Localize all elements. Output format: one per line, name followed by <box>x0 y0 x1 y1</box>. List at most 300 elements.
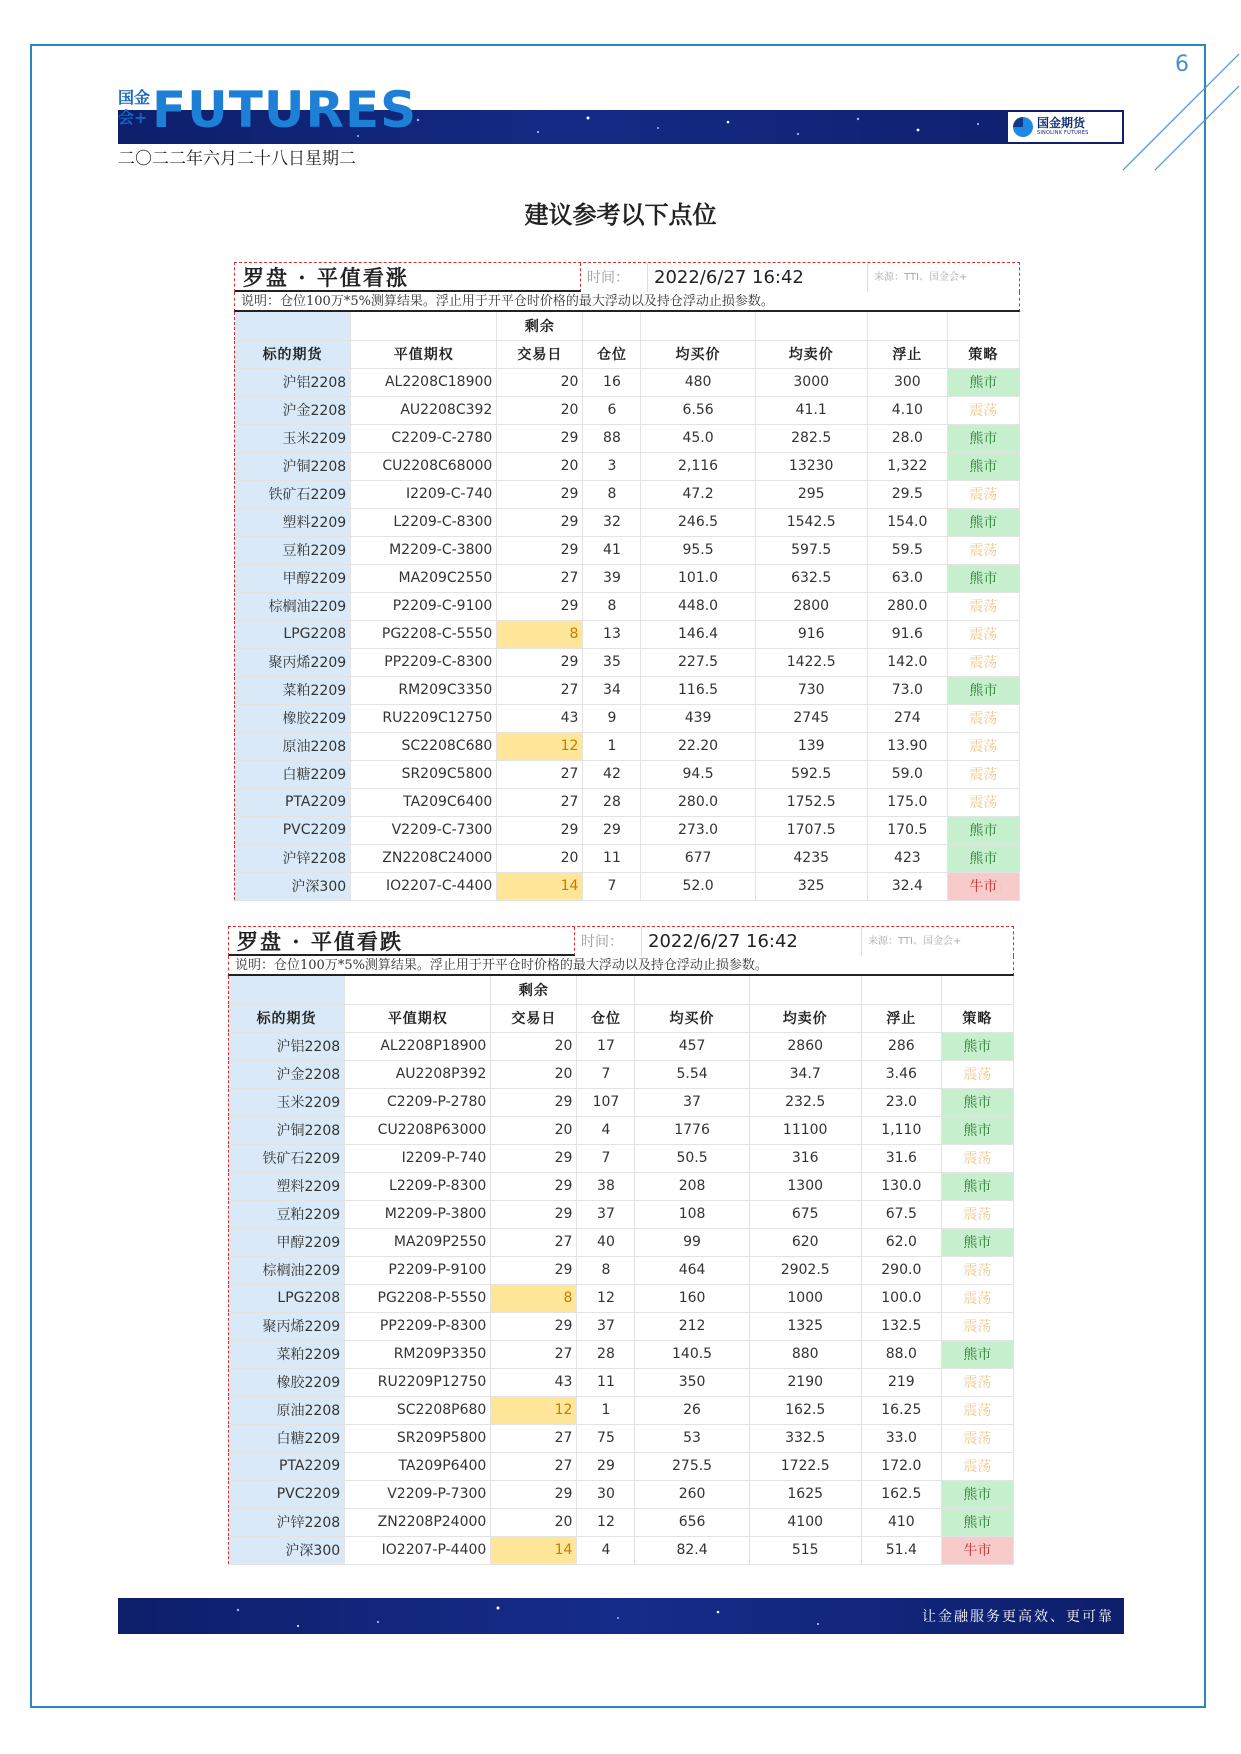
position-cell: 7 <box>577 1144 635 1172</box>
table-row <box>229 1256 1014 1284</box>
strategy-cell: 熊市 <box>947 368 1019 396</box>
stop-cell: 23.0 <box>861 1088 941 1116</box>
future-cell: 沪铝2208 <box>235 368 351 396</box>
stop-cell: 410 <box>861 1508 941 1536</box>
sell-price-cell: 2190 <box>749 1368 861 1396</box>
option-cell: PG2208-P-5550 <box>345 1284 491 1312</box>
strategy-cell: 熊市 <box>941 1340 1013 1368</box>
sell-price-cell: 232.5 <box>749 1088 861 1116</box>
option-cell: PG2208-C-5550 <box>351 620 497 648</box>
sell-price-cell: 515 <box>749 1536 861 1564</box>
future-cell: 橡胶2209 <box>235 704 351 732</box>
option-cell: M2209-C-3800 <box>351 536 497 564</box>
buy-price-cell: 5.54 <box>635 1060 749 1088</box>
strategy-cell: 牛市 <box>941 1536 1013 1564</box>
option-cell: SR209C5800 <box>351 760 497 788</box>
strategy-cell: 熊市 <box>941 1228 1013 1256</box>
buy-price-cell: 95.5 <box>641 536 755 564</box>
table-row <box>235 508 1020 536</box>
sell-price-cell: 632.5 <box>755 564 867 592</box>
buy-price-cell: 101.0 <box>641 564 755 592</box>
col-remaining: 剩余 <box>497 312 583 340</box>
strategy-cell: 熊市 <box>947 564 1019 592</box>
col-days: 交易日 <box>491 1004 577 1032</box>
stop-cell: 274 <box>867 704 947 732</box>
sell-price-cell: 1542.5 <box>755 508 867 536</box>
stop-cell: 154.0 <box>867 508 947 536</box>
table-row <box>235 732 1020 760</box>
position-cell: 38 <box>577 1172 635 1200</box>
stop-cell: 91.6 <box>867 620 947 648</box>
sell-price-cell: 675 <box>749 1200 861 1228</box>
stop-cell: 73.0 <box>867 676 947 704</box>
position-cell: 3 <box>583 452 641 480</box>
stop-cell: 1,110 <box>861 1116 941 1144</box>
brand-futures: FUTURES <box>152 81 418 139</box>
buy-price-cell: 26 <box>635 1396 749 1424</box>
col-strategy: 策略 <box>947 340 1019 368</box>
table-note: 说明：仓位100万*5%测算结果。浮止用于开平仓时价格的最大浮动以及持仓浮动止损参数。 <box>234 292 1020 312</box>
table-row <box>235 788 1020 816</box>
strategy-cell: 震荡 <box>941 1396 1013 1424</box>
stop-cell: 31.6 <box>861 1144 941 1172</box>
table-row <box>235 536 1020 564</box>
days-cell: 29 <box>497 648 583 676</box>
stop-cell: 33.0 <box>861 1424 941 1452</box>
days-cell: 43 <box>491 1368 577 1396</box>
buy-price-cell: 448.0 <box>641 592 755 620</box>
col-sell: 均卖价 <box>755 340 867 368</box>
data-table <box>228 976 1014 1565</box>
days-cell: 20 <box>491 1032 577 1060</box>
buy-price-cell: 2,116 <box>641 452 755 480</box>
strategy-cell: 熊市 <box>947 676 1019 704</box>
option-cell: RM209C3350 <box>351 676 497 704</box>
position-cell: 29 <box>583 816 641 844</box>
future-cell: 沪锌2208 <box>229 1508 345 1536</box>
days-cell: 29 <box>491 1088 577 1116</box>
table-note: 说明：仓位100万*5%测算结果。浮止用于开平仓时价格的最大浮动以及持仓浮动止损参数。 <box>228 956 1014 976</box>
days-cell: 29 <box>491 1312 577 1340</box>
call-table <box>234 262 1020 901</box>
sell-price-cell: 139 <box>755 732 867 760</box>
table-row <box>229 1312 1014 1340</box>
strategy-cell: 熊市 <box>941 1116 1013 1144</box>
buy-price-cell: 22.20 <box>641 732 755 760</box>
buy-price-cell: 116.5 <box>641 676 755 704</box>
future-cell: 聚丙烯2209 <box>229 1312 345 1340</box>
position-cell: 107 <box>577 1088 635 1116</box>
future-cell: 豆粕2209 <box>229 1200 345 1228</box>
option-cell: I2209-P-740 <box>345 1144 491 1172</box>
days-cell: 12 <box>497 732 583 760</box>
sell-price-cell: 34.7 <box>749 1060 861 1088</box>
future-cell: 沪铜2208 <box>235 452 351 480</box>
stop-cell: 162.5 <box>861 1480 941 1508</box>
days-cell: 20 <box>497 368 583 396</box>
sell-price-cell: 282.5 <box>755 424 867 452</box>
table-row <box>235 424 1020 452</box>
company-logo <box>1008 112 1122 142</box>
days-cell: 20 <box>497 844 583 872</box>
position-cell: 7 <box>583 872 641 900</box>
table-row <box>235 704 1020 732</box>
stop-cell: 142.0 <box>867 648 947 676</box>
days-cell: 20 <box>491 1060 577 1088</box>
section-title: 建议参考以下点位 <box>524 200 717 229</box>
future-cell: 白糖2209 <box>235 760 351 788</box>
table-row <box>235 396 1020 424</box>
strategy-cell: 震荡 <box>941 1256 1013 1284</box>
position-cell: 6 <box>583 396 641 424</box>
stop-cell: 67.5 <box>861 1200 941 1228</box>
position-cell: 9 <box>583 704 641 732</box>
future-cell: PVC2209 <box>235 816 351 844</box>
days-cell: 27 <box>497 564 583 592</box>
col-sell: 均卖价 <box>749 1004 861 1032</box>
col-position: 仓位 <box>583 340 641 368</box>
future-cell: PVC2209 <box>229 1480 345 1508</box>
table-row <box>229 1536 1014 1564</box>
position-cell: 7 <box>577 1060 635 1088</box>
position-cell: 12 <box>577 1284 635 1312</box>
option-cell: L2209-P-8300 <box>345 1172 491 1200</box>
future-cell: LPG2208 <box>229 1284 345 1312</box>
table-row <box>229 1228 1014 1256</box>
table-row <box>229 1060 1014 1088</box>
position-cell: 34 <box>583 676 641 704</box>
buy-price-cell: 140.5 <box>635 1340 749 1368</box>
stop-cell: 130.0 <box>861 1172 941 1200</box>
table-title: 罗盘 · 平值看跌 <box>229 927 575 956</box>
days-cell: 27 <box>491 1228 577 1256</box>
position-cell: 4 <box>577 1116 635 1144</box>
time-value: 2022/6/27 16:42 <box>647 263 867 292</box>
option-cell: V2209-P-7300 <box>345 1480 491 1508</box>
buy-price-cell: 53 <box>635 1424 749 1452</box>
future-cell: 甲醇2209 <box>229 1228 345 1256</box>
logo-icon <box>1013 117 1033 137</box>
footer-banner <box>118 1598 1124 1634</box>
table-row <box>235 592 1020 620</box>
time-label: 时间： <box>581 934 623 950</box>
future-cell: 沪深300 <box>235 872 351 900</box>
buy-price-cell: 52.0 <box>641 872 755 900</box>
brand-cn: 国金会+ <box>118 88 151 127</box>
strategy-cell: 震荡 <box>947 732 1019 760</box>
days-cell: 27 <box>491 1424 577 1452</box>
strategy-cell: 震荡 <box>947 396 1019 424</box>
option-cell: RU2209C12750 <box>351 704 497 732</box>
sell-price-cell: 1325 <box>749 1312 861 1340</box>
strategy-cell: 熊市 <box>941 1088 1013 1116</box>
future-cell: 铁矿石2209 <box>235 480 351 508</box>
days-cell: 29 <box>491 1144 577 1172</box>
days-cell: 27 <box>491 1340 577 1368</box>
position-cell: 40 <box>577 1228 635 1256</box>
sell-price-cell: 325 <box>755 872 867 900</box>
option-cell: CU2208C68000 <box>351 452 497 480</box>
stop-cell: 290.0 <box>861 1256 941 1284</box>
header-row-1 <box>235 312 1020 340</box>
future-cell: 塑料2209 <box>229 1172 345 1200</box>
future-cell: 沪金2208 <box>235 396 351 424</box>
sell-price-cell: 295 <box>755 480 867 508</box>
report-date: 二〇二二年六月二十八日星期二 <box>118 149 356 169</box>
position-cell: 1 <box>583 732 641 760</box>
days-cell: 20 <box>491 1508 577 1536</box>
sell-price-cell: 4235 <box>755 844 867 872</box>
stop-cell: 423 <box>867 844 947 872</box>
buy-price-cell: 208 <box>635 1172 749 1200</box>
days-cell: 29 <box>491 1480 577 1508</box>
days-cell: 43 <box>497 704 583 732</box>
table-row <box>229 1396 1014 1424</box>
days-cell: 29 <box>491 1256 577 1284</box>
buy-price-cell: 47.2 <box>641 480 755 508</box>
strategy-cell: 震荡 <box>941 1200 1013 1228</box>
option-cell: V2209-C-7300 <box>351 816 497 844</box>
buy-price-cell: 457 <box>635 1032 749 1060</box>
position-cell: 32 <box>583 508 641 536</box>
source-label: 来源：TTI、国金会+ <box>861 927 1013 956</box>
stop-cell: 100.0 <box>861 1284 941 1312</box>
sell-price-cell: 730 <box>755 676 867 704</box>
future-cell: 沪深300 <box>229 1536 345 1564</box>
buy-price-cell: 656 <box>635 1508 749 1536</box>
position-cell: 29 <box>577 1452 635 1480</box>
stop-cell: 16.25 <box>861 1396 941 1424</box>
sell-price-cell: 13230 <box>755 452 867 480</box>
option-cell: SC2208C680 <box>351 732 497 760</box>
future-cell: PTA2209 <box>235 788 351 816</box>
time-label: 时间： <box>587 270 629 286</box>
option-cell: RU2209P12750 <box>345 1368 491 1396</box>
sell-price-cell: 880 <box>749 1340 861 1368</box>
strategy-cell: 熊市 <box>947 452 1019 480</box>
position-cell: 12 <box>577 1508 635 1536</box>
days-cell: 20 <box>497 396 583 424</box>
days-cell: 29 <box>497 508 583 536</box>
future-cell: 豆粕2209 <box>235 536 351 564</box>
days-cell: 29 <box>497 424 583 452</box>
table-row <box>229 1508 1014 1536</box>
position-cell: 28 <box>583 788 641 816</box>
strategy-cell: 震荡 <box>947 760 1019 788</box>
header-row-2 <box>229 1004 1014 1032</box>
table-row <box>229 1340 1014 1368</box>
col-remaining: 剩余 <box>491 976 577 1004</box>
option-cell: L2209-C-8300 <box>351 508 497 536</box>
stop-cell: 29.5 <box>867 480 947 508</box>
sell-price-cell: 332.5 <box>749 1424 861 1452</box>
position-cell: 37 <box>577 1200 635 1228</box>
position-cell: 35 <box>583 648 641 676</box>
days-cell: 27 <box>491 1452 577 1480</box>
position-cell: 30 <box>577 1480 635 1508</box>
days-cell: 29 <box>497 480 583 508</box>
logo-en: SINOLINK FUTURES <box>1037 130 1089 136</box>
table-row <box>229 1144 1014 1172</box>
stop-cell: 59.5 <box>867 536 947 564</box>
position-cell: 11 <box>583 844 641 872</box>
position-cell: 28 <box>577 1340 635 1368</box>
sell-price-cell: 620 <box>749 1228 861 1256</box>
sell-price-cell: 1707.5 <box>755 816 867 844</box>
sell-price-cell: 11100 <box>749 1116 861 1144</box>
strategy-cell: 震荡 <box>947 620 1019 648</box>
table-header <box>234 262 1020 292</box>
future-cell: 玉米2209 <box>235 424 351 452</box>
buy-price-cell: 227.5 <box>641 648 755 676</box>
sell-price-cell: 597.5 <box>755 536 867 564</box>
days-cell: 27 <box>497 788 583 816</box>
strategy-cell: 震荡 <box>941 1368 1013 1396</box>
option-cell: C2209-C-2780 <box>351 424 497 452</box>
future-cell: PTA2209 <box>229 1452 345 1480</box>
option-cell: RM209P3350 <box>345 1340 491 1368</box>
option-cell: C2209-P-2780 <box>345 1088 491 1116</box>
stop-cell: 28.0 <box>867 424 947 452</box>
table-row <box>229 1452 1014 1480</box>
table-row <box>229 1032 1014 1060</box>
option-cell: IO2207-C-4400 <box>351 872 497 900</box>
position-cell: 39 <box>583 564 641 592</box>
strategy-cell: 震荡 <box>947 788 1019 816</box>
stop-cell: 280.0 <box>867 592 947 620</box>
table-row <box>235 676 1020 704</box>
buy-price-cell: 280.0 <box>641 788 755 816</box>
days-cell: 8 <box>497 620 583 648</box>
buy-price-cell: 480 <box>641 368 755 396</box>
option-cell: MA209P2550 <box>345 1228 491 1256</box>
stop-cell: 175.0 <box>867 788 947 816</box>
future-cell: 橡胶2209 <box>229 1368 345 1396</box>
sell-price-cell: 592.5 <box>755 760 867 788</box>
stop-cell: 132.5 <box>861 1312 941 1340</box>
days-cell: 29 <box>497 816 583 844</box>
strategy-cell: 震荡 <box>941 1060 1013 1088</box>
table-row <box>229 1284 1014 1312</box>
position-cell: 42 <box>583 760 641 788</box>
strategy-cell: 震荡 <box>947 480 1019 508</box>
source-label: 来源：TTI、国金会+ <box>867 263 1019 292</box>
strategy-cell: 熊市 <box>941 1508 1013 1536</box>
col-strategy: 策略 <box>941 1004 1013 1032</box>
buy-price-cell: 464 <box>635 1256 749 1284</box>
col-stop: 浮止 <box>867 340 947 368</box>
buy-price-cell: 37 <box>635 1088 749 1116</box>
header-row-2 <box>235 340 1020 368</box>
position-cell: 4 <box>577 1536 635 1564</box>
strategy-cell: 熊市 <box>947 816 1019 844</box>
buy-price-cell: 99 <box>635 1228 749 1256</box>
stop-cell: 62.0 <box>861 1228 941 1256</box>
stop-cell: 63.0 <box>867 564 947 592</box>
table-row <box>229 1088 1014 1116</box>
sell-price-cell: 1625 <box>749 1480 861 1508</box>
sell-price-cell: 2800 <box>755 592 867 620</box>
stop-cell: 170.5 <box>867 816 947 844</box>
position-cell: 41 <box>583 536 641 564</box>
option-cell: AL2208P18900 <box>345 1032 491 1060</box>
future-cell: 甲醇2209 <box>235 564 351 592</box>
option-cell: ZN2208P24000 <box>345 1508 491 1536</box>
strategy-cell: 震荡 <box>941 1452 1013 1480</box>
buy-price-cell: 94.5 <box>641 760 755 788</box>
table-row <box>235 816 1020 844</box>
position-cell: 1 <box>577 1396 635 1424</box>
buy-price-cell: 82.4 <box>635 1536 749 1564</box>
stop-cell: 3.46 <box>861 1060 941 1088</box>
table-row <box>235 452 1020 480</box>
col-position: 仓位 <box>577 1004 635 1032</box>
col-future: 标的期货 <box>235 340 351 368</box>
future-cell: 棕榈油2209 <box>235 592 351 620</box>
sell-price-cell: 2860 <box>749 1032 861 1060</box>
days-cell: 29 <box>491 1172 577 1200</box>
position-cell: 8 <box>577 1256 635 1284</box>
sell-price-cell: 1422.5 <box>755 648 867 676</box>
table-header <box>228 926 1014 956</box>
stop-cell: 59.0 <box>867 760 947 788</box>
table-row <box>229 1480 1014 1508</box>
future-cell: 聚丙烯2209 <box>235 648 351 676</box>
position-cell: 16 <box>583 368 641 396</box>
option-cell: SR209P5800 <box>345 1424 491 1452</box>
stop-cell: 32.4 <box>867 872 947 900</box>
stop-cell: 286 <box>861 1032 941 1060</box>
stop-cell: 1,322 <box>867 452 947 480</box>
table-row <box>235 620 1020 648</box>
strategy-cell: 震荡 <box>947 592 1019 620</box>
sell-price-cell: 316 <box>749 1144 861 1172</box>
col-buy: 均买价 <box>635 1004 749 1032</box>
strategy-cell: 熊市 <box>947 508 1019 536</box>
position-cell: 13 <box>583 620 641 648</box>
days-cell: 27 <box>497 760 583 788</box>
option-cell: P2209-P-9100 <box>345 1256 491 1284</box>
header-row-1 <box>229 976 1014 1004</box>
days-cell: 14 <box>491 1536 577 1564</box>
days-cell: 20 <box>497 452 583 480</box>
logo-cn: 国金期货 <box>1037 116 1086 130</box>
buy-price-cell: 350 <box>635 1368 749 1396</box>
option-cell: TA209C6400 <box>351 788 497 816</box>
sell-price-cell: 162.5 <box>749 1396 861 1424</box>
strategy-cell: 牛市 <box>947 872 1019 900</box>
table-row <box>229 1368 1014 1396</box>
future-cell: 白糖2209 <box>229 1424 345 1452</box>
stop-cell: 300 <box>867 368 947 396</box>
days-cell: 27 <box>497 676 583 704</box>
buy-price-cell: 108 <box>635 1200 749 1228</box>
strategy-cell: 震荡 <box>947 536 1019 564</box>
sell-price-cell: 2745 <box>755 704 867 732</box>
sell-price-cell: 3000 <box>755 368 867 396</box>
future-cell: 沪金2208 <box>229 1060 345 1088</box>
buy-price-cell: 160 <box>635 1284 749 1312</box>
table-row <box>229 1200 1014 1228</box>
future-cell: LPG2208 <box>235 620 351 648</box>
buy-price-cell: 212 <box>635 1312 749 1340</box>
stop-cell: 219 <box>861 1368 941 1396</box>
option-cell: IO2207-P-4400 <box>345 1536 491 1564</box>
strategy-cell: 震荡 <box>941 1284 1013 1312</box>
option-cell: PP2209-C-8300 <box>351 648 497 676</box>
stop-cell: 13.90 <box>867 732 947 760</box>
option-cell: AU2208C392 <box>351 396 497 424</box>
